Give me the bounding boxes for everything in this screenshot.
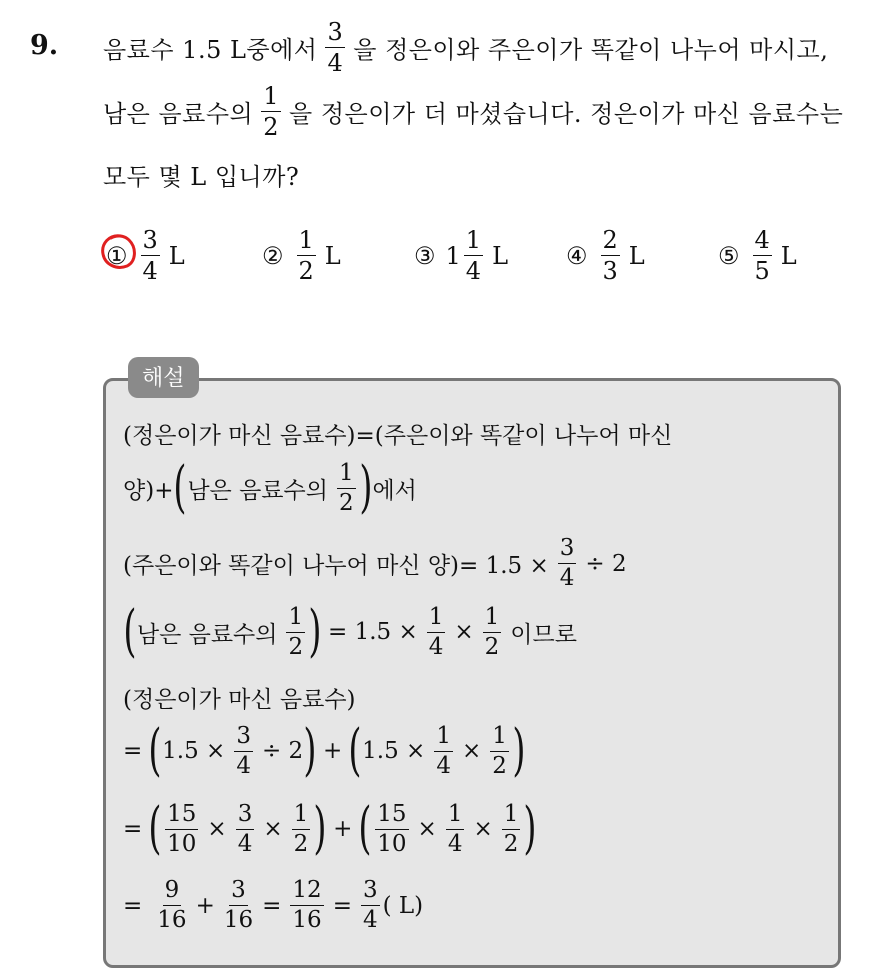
fraction <box>427 603 446 660</box>
numerator: 3 <box>234 725 253 752</box>
fraction <box>464 228 483 283</box>
denominator: 10 <box>167 830 197 857</box>
denominator: 4 <box>237 830 253 857</box>
unit: L <box>324 241 341 270</box>
text: 1.5 × <box>162 738 226 764</box>
numerator: 2 <box>602 226 618 254</box>
question-text: 을 정은이와 주은이가 똑같이 나누어 마시고, <box>353 36 829 64</box>
numerator: 1 <box>427 606 446 633</box>
denominator: 2 <box>338 489 354 516</box>
fraction <box>753 228 772 283</box>
text: (주은이와 똑같이 나누어 마신 양)= 1.5 × <box>123 553 549 579</box>
right-paren: ) <box>523 796 537 861</box>
denominator: 4 <box>447 830 463 857</box>
choice-5[interactable] <box>718 228 797 283</box>
choice-3[interactable] <box>414 228 508 283</box>
unit: L <box>168 241 185 270</box>
denominator: 4 <box>559 565 575 591</box>
numerator: 1 <box>465 226 482 254</box>
question-line-3: 모두 몇 L 입니까? <box>103 163 300 191</box>
numerator: 4 <box>754 226 770 254</box>
fraction <box>446 800 465 857</box>
denominator: 2 <box>503 830 519 857</box>
times: × <box>263 816 283 842</box>
numerator: 3 <box>236 803 255 830</box>
denominator: 4 <box>428 633 444 660</box>
numerator: 9 <box>163 879 182 906</box>
equals: = <box>332 892 352 919</box>
fraction <box>434 722 453 779</box>
plus: + <box>333 816 353 842</box>
fraction <box>286 603 305 660</box>
denominator: 3 <box>602 257 618 285</box>
explanation-line-1: (정은이가 마신 음료수)=(주은이와 똑같이 나누어 마신 <box>123 423 673 449</box>
denominator: 16 <box>292 907 322 933</box>
left-paren: ( <box>148 796 162 861</box>
numerator: 1 <box>337 462 356 489</box>
fraction <box>361 879 380 932</box>
question-text: 남은 음료수의 <box>103 100 254 128</box>
numerator: 1 <box>483 606 502 633</box>
text: 남은 음료수의 <box>187 477 328 504</box>
denominator: 5 <box>754 257 770 285</box>
numerator: 3 <box>229 879 248 906</box>
text: 남은 음료수의 <box>136 621 278 648</box>
numerator: 3 <box>327 18 344 46</box>
question-line-2 <box>103 84 843 139</box>
right-paren: ) <box>358 455 373 520</box>
choice-number: ③ <box>414 241 436 270</box>
explanation-line-3 <box>123 537 627 590</box>
equals: = <box>123 738 143 764</box>
question-number: 9. <box>30 30 59 61</box>
denominator: 2 <box>484 633 500 660</box>
denominator: 2 <box>263 113 280 141</box>
numerator: 15 <box>375 803 408 830</box>
right-paren: ) <box>512 718 526 783</box>
explanation-line-7 <box>123 796 537 861</box>
unit: L <box>492 241 509 270</box>
numerator: 1 <box>490 725 509 752</box>
denominator: 4 <box>362 907 378 933</box>
text: 이므로 <box>510 621 577 648</box>
numerator: 3 <box>558 537 577 564</box>
right-paren: ) <box>313 796 327 861</box>
equals: = <box>262 892 282 919</box>
denominator: 2 <box>298 257 314 285</box>
question-line-1 <box>103 20 828 75</box>
fraction <box>483 603 502 660</box>
text: 1.5 × <box>362 738 426 764</box>
plus: + <box>323 738 343 764</box>
unit: ( L) <box>382 892 424 919</box>
choice-number: ④ <box>566 241 588 270</box>
explanation-line-5: (정은이가 마신 음료수) <box>123 687 356 713</box>
text: ÷ 2 <box>585 550 627 577</box>
denominator: 2 <box>293 830 309 857</box>
choice-number: ⑤ <box>718 241 740 270</box>
numerator: 1 <box>434 725 453 752</box>
numerator: 3 <box>361 879 380 906</box>
choice-number: ② <box>262 241 284 270</box>
numerator: 12 <box>290 879 323 906</box>
equals: = <box>123 892 143 919</box>
numerator: 3 <box>142 226 158 254</box>
fraction <box>292 800 311 857</box>
selected-answer-circle-mark <box>99 232 139 272</box>
text: × <box>461 738 482 764</box>
fraction <box>234 722 253 779</box>
fraction <box>490 722 509 779</box>
denominator: 4 <box>142 257 158 285</box>
denominator: 16 <box>223 907 254 933</box>
numerator: 1 <box>286 606 305 633</box>
equals: = <box>123 816 143 842</box>
fraction <box>502 800 521 857</box>
denominator: 16 <box>157 907 187 933</box>
choice-2[interactable] <box>262 228 341 283</box>
text: 양)+ <box>123 477 174 504</box>
explanation-line-2 <box>123 455 417 520</box>
numerator: 1 <box>292 803 311 830</box>
explanation-line-8 <box>123 879 423 932</box>
left-paren: ( <box>358 796 372 861</box>
choice-4[interactable] <box>566 228 645 283</box>
text: = 1.5 × <box>327 619 418 645</box>
left-paren: ( <box>123 599 137 664</box>
right-paren: ) <box>303 718 317 783</box>
fraction <box>601 228 620 283</box>
question-text: 음료수 1.5 L중에서 <box>103 36 318 64</box>
explanation-tag: 해설 <box>128 357 199 398</box>
numerator: 1 <box>502 803 521 830</box>
numerator: 1 <box>298 226 314 254</box>
denominator: 2 <box>492 752 507 779</box>
fraction <box>375 800 408 857</box>
text: ÷ 2 <box>261 738 304 764</box>
times: × <box>207 816 227 842</box>
fraction <box>558 537 577 590</box>
denominator: 4 <box>436 752 451 779</box>
denominator: 4 <box>465 257 482 285</box>
fraction <box>236 800 255 857</box>
whole-number: 1 <box>445 241 461 270</box>
question-text: 을 정은이가 더 마셨습니다. 정은이가 마신 음료수는 <box>289 100 844 128</box>
explanation-line-6 <box>123 718 526 783</box>
fraction <box>261 84 281 139</box>
fraction <box>297 228 316 283</box>
times: × <box>417 816 437 842</box>
right-paren: ) <box>308 599 322 664</box>
left-paren: ( <box>148 718 162 783</box>
fraction <box>157 879 186 932</box>
left-paren: ( <box>348 718 362 783</box>
choice-number: ① <box>106 241 128 270</box>
plus: + <box>195 892 215 919</box>
fraction <box>141 228 160 283</box>
denominator: 4 <box>236 752 251 779</box>
fraction <box>165 800 198 857</box>
unit: L <box>780 241 797 270</box>
fraction <box>224 879 253 932</box>
fraction <box>325 20 345 75</box>
text: × <box>454 619 474 645</box>
denominator: 2 <box>288 633 304 660</box>
times: × <box>473 816 493 842</box>
numerator: 1 <box>446 803 465 830</box>
fraction <box>337 459 356 516</box>
numerator: 15 <box>165 803 198 830</box>
explanation-line-4 <box>123 599 577 664</box>
text: 에서 <box>372 477 417 504</box>
denominator: 10 <box>377 830 407 857</box>
numerator: 1 <box>263 82 280 110</box>
left-paren: ( <box>173 455 187 520</box>
denominator: 4 <box>327 49 344 77</box>
fraction <box>290 879 323 932</box>
unit: L <box>628 241 645 270</box>
